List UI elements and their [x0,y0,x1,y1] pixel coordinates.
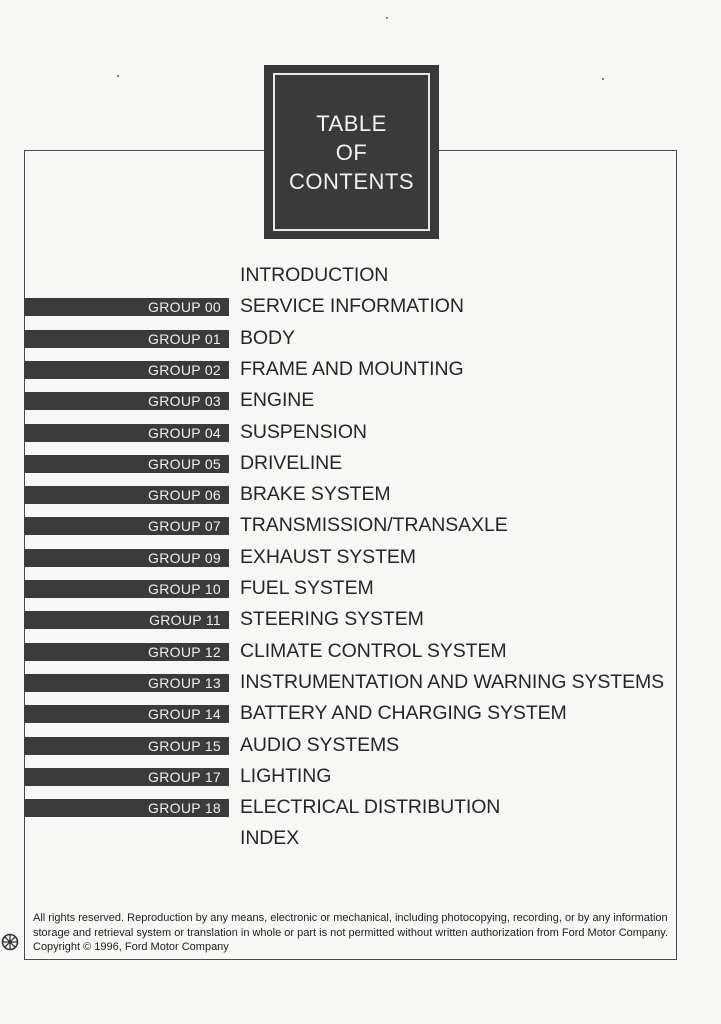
toc-title: STEERING SYSTEM [240,608,424,631]
group-bar [24,361,229,379]
toc-row [24,354,694,385]
group-bar [24,424,229,442]
toc-title: ENGINE [240,389,315,412]
toc-row [24,479,694,510]
group-label: GROUP 03 [148,393,221,410]
toc-title: AUDIO SYSTEMS [240,733,400,756]
group-bar [24,330,229,348]
group-bar [24,298,229,316]
group-bar [24,486,229,504]
toc-title: ELECTRICAL DISTRIBUTION [240,796,501,819]
group-bar [24,549,229,567]
toc-title: SERVICE INFORMATION [240,295,464,318]
paper-speck [117,75,119,77]
group-bar [24,517,229,535]
toc-row [24,448,694,479]
toc-title: INSTRUMENTATION AND WARNING SYSTEMS [240,670,665,693]
toc-row [24,636,694,667]
group-bar [24,737,229,755]
title-line-3: CONTENTS [289,168,414,194]
toc-row [24,698,694,729]
group-bar [24,799,229,817]
toc-title: FRAME AND MOUNTING [240,357,464,380]
group-bar [24,611,229,629]
toc-row [24,385,694,416]
group-label: GROUP 05 [148,455,221,472]
title-line-1: TABLE [316,110,387,136]
toc-row [24,761,694,792]
group-label: GROUP 01 [148,330,221,347]
title-inner-border [273,73,430,231]
toc-row [24,417,694,448]
toc-title: BRAKE SYSTEM [240,483,391,506]
toc-title: BATTERY AND CHARGING SYSTEM [240,702,567,725]
toc-title: INDEX [240,827,300,850]
group-label: GROUP 10 [148,581,221,597]
group-label: GROUP 18 [148,800,221,817]
group-bar [24,705,229,723]
group-label: GROUP 14 [148,706,221,723]
group-label: GROUP 13 [148,674,221,691]
group-label: GROUP 12 [148,643,221,660]
toc-row [24,792,694,823]
copyright-notice: All rights reserved. Reproduction by any means, electronic or mechanical, including photocopying, recording, or by any information storage and retrieval system or translation in whole or part is not permitted without written authorization from Ford Motor Company. Copyright © 1996, Ford Motor Company [33,912,669,953]
recycle-logo-icon [1,933,19,951]
title-box [264,65,439,239]
group-label: GROUP 00 [148,299,221,316]
group-label: GROUP 09 [148,549,221,566]
toc-title: INTRODUCTION [240,264,389,286]
group-label: GROUP 15 [148,737,221,754]
toc-row [24,323,694,354]
toc-title: SUSPENSION [240,420,367,443]
toc-title: DRIVELINE [240,451,343,474]
toc-title: FUEL SYSTEM [240,577,374,599]
title-line-2: OF [335,139,368,165]
toc-row [24,510,694,541]
toc-row [24,291,694,322]
group-bar [24,455,229,473]
toc-title: BODY [240,326,295,349]
toc-row [24,573,694,604]
group-bar [24,674,229,692]
group-label: GROUP 11 [149,612,221,629]
group-label: GROUP 07 [148,518,221,535]
toc-row [24,260,694,291]
toc-row [24,542,694,573]
group-bar [24,392,229,410]
toc-row [24,823,694,854]
toc-title: CLIMATE CONTROL SYSTEM [240,639,507,662]
toc-row [24,730,694,761]
group-label: GROUP 06 [148,487,221,504]
paper-speck [602,78,604,80]
group-label: GROUP 02 [148,361,221,378]
paper-speck [386,17,388,19]
group-label: GROUP 17 [148,768,221,785]
toc-title: LIGHTING [240,764,332,787]
group-bar [24,580,229,598]
toc-row [24,667,694,698]
toc-title: EXHAUST SYSTEM [240,545,416,568]
toc-title: TRANSMISSION/TRANSAXLE [240,514,508,537]
group-label: GROUP 04 [148,424,221,441]
group-bar [24,768,229,786]
group-bar [24,643,229,661]
toc-row [24,604,694,635]
